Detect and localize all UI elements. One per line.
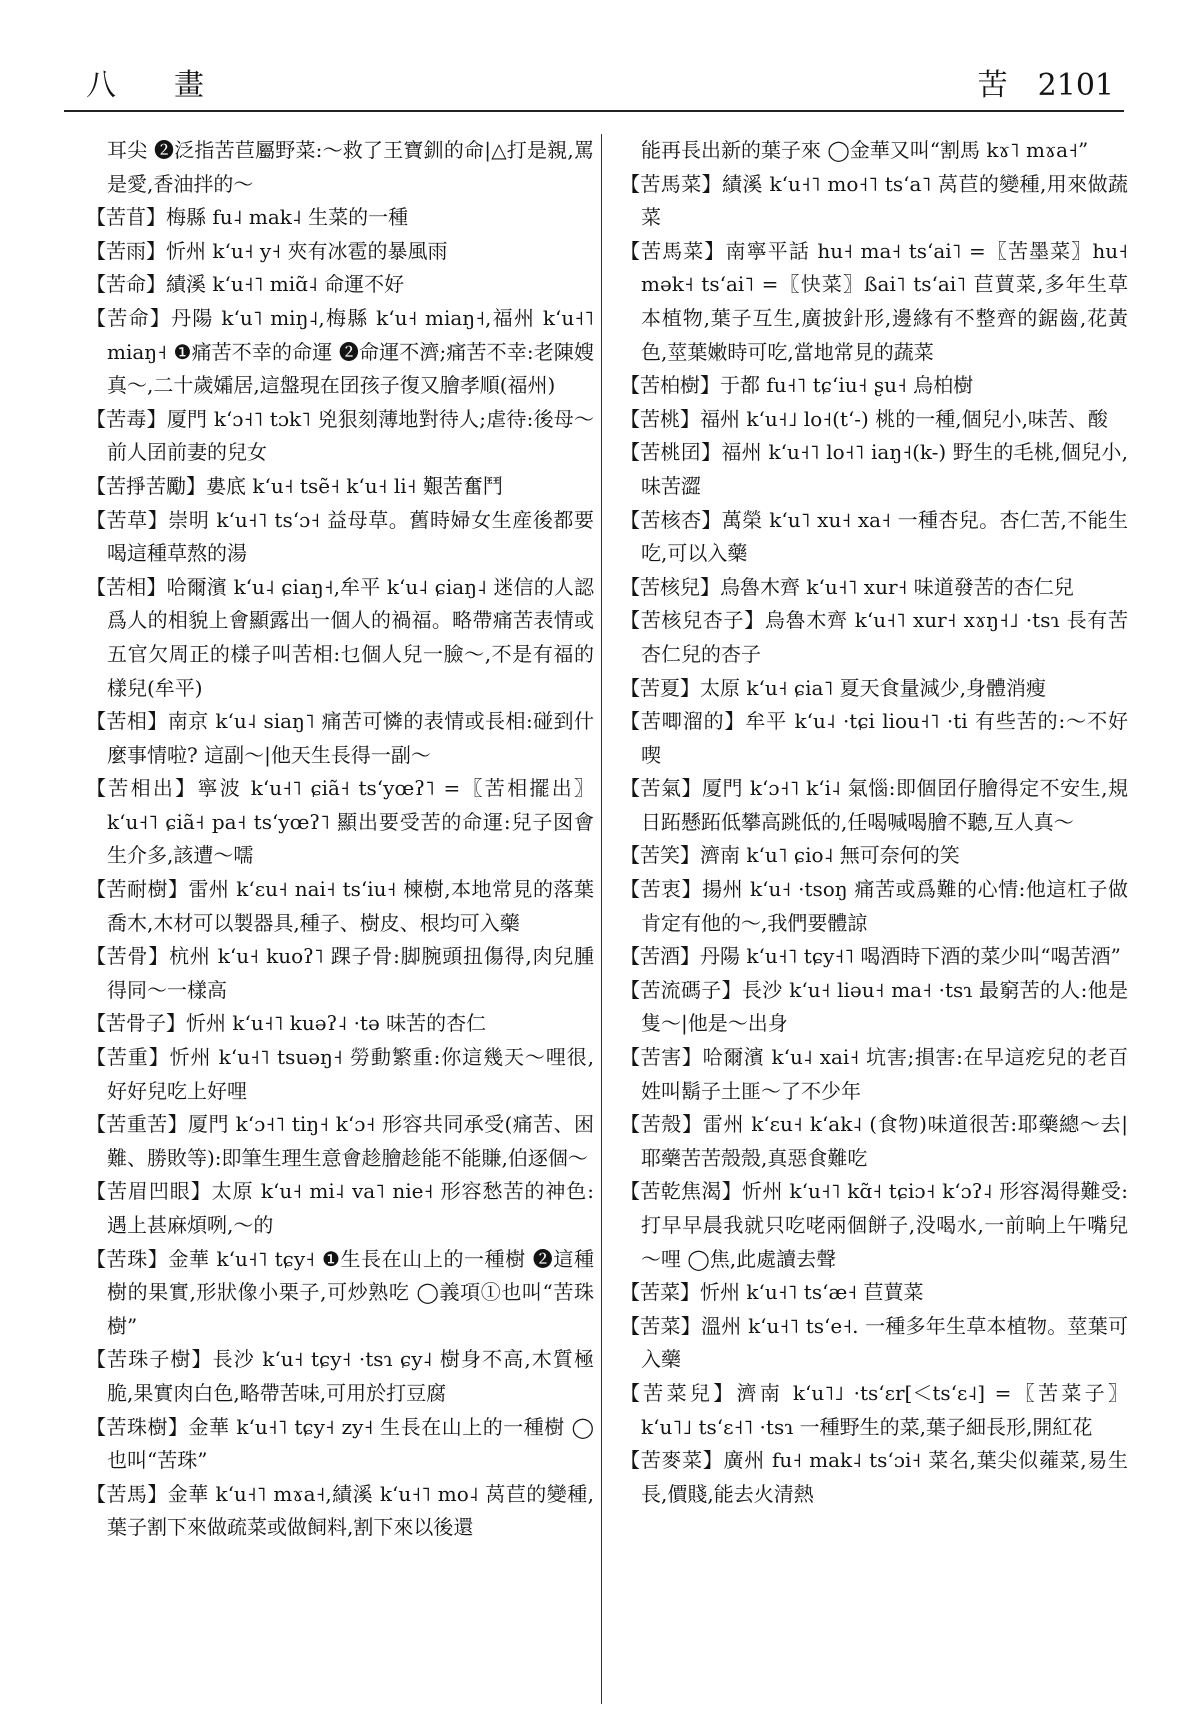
- dictionary-entry: 【苦相】哈爾濱 kʻu˨ ɕiaŋ˧,牟平 kʻu˨ ɕiaŋ˨ 迷信的人認爲人的相貌上會顯露出一個人的禍福。略帶痛苦表情或五官欠周正的樣子叫苦相:乜個人兒一臉～,不是有福的樣兒(牟平): [86, 574, 594, 700]
- dictionary-entry: 【苦相】南京 kʻu˨ siaŋ˥ 痛苦可憐的表情或長相:碰到什麼事情啦? 這副～|他天生長得一副～: [86, 709, 594, 767]
- dictionary-entry: 【苦菜】忻州 kʻu˧˥ tsʻæ˧ 苣蕒菜: [620, 1280, 924, 1305]
- running-head-section: 八 畫: [86, 68, 218, 103]
- dictionary-entry: 【苦草】崇明 kʻu˧˥ tsʻɔ˧ 益母草。舊時婦女生産後都要喝這種草熬的湯: [86, 507, 594, 566]
- dictionary-entry: 【苦耐樹】雷州 kʻɛu˧ nai˧ tsʻiu˧ 楝樹,本地常見的落葉喬木,木材可以製器具,種子、樹皮、根均可入藥: [86, 877, 594, 935]
- dictionary-entry: 【苦重苦】厦門 kʻɔ˧˥ tiŋ˧ kʻɔ˧ 形容共同承受(痛苦、困難、勝敗等):即筆生理生意會趁膾趁能不能賺,伯逐個～: [86, 1112, 594, 1170]
- dictionary-entry: 【苦核兒杏子】烏魯木齊 kʻu˧˥ xur˧ xɤŋ˧˩ ·tsɿ 長有苦杏仁兒的杏子: [620, 608, 1128, 666]
- dictionary-entry: 【苦重】忻州 kʻu˧˥ tsuəŋ˧ 勞動繁重:你這幾天～哩很,好好兒吃上好哩: [86, 1045, 594, 1103]
- dictionary-entry: 【苦殼】雷州 kʻɛu˧ kʻak˨ (食物)味道很苦:耶藥總～去|耶藥苦苦殼殼,真惡食難吃: [620, 1112, 1128, 1170]
- dictionary-entry: 【苦柏樹】于都 fu˧˥ tɕʻiu˧ ʂu˧ 烏柏樹: [620, 373, 974, 398]
- header-rule: [64, 110, 1124, 112]
- dictionary-entry: 【苦命】績溪 kʻu˧˥ miɑ̃˨ 命運不好: [86, 272, 405, 297]
- dictionary-entry: 【苦乾焦渴】忻州 kʻu˧˥ kɑ̃˧ tɕiɔ˧ kʻɔʔ˨ 形容渴得難受:打早早晨我就只吃咾兩個餅子,没喝水,一前晌上午嘴兒～哩 ◯焦,此處讀去聲: [620, 1179, 1128, 1271]
- dictionary-entry: 【苦桃囝】福州 kʻu˧˥ lo˧˥ iaŋ˧(k-) 野生的毛桃,個兒小,味苦澀: [620, 440, 1128, 498]
- dictionary-entry: 【苦眉凹眼】太原 kʻu˧ mi˨ va˥ nie˧ 形容愁苦的神色:遇上甚麻煩咧,～的: [86, 1179, 594, 1237]
- right-column: [620, 134, 1128, 1511]
- headword: 苦: [977, 68, 1008, 103]
- dictionary-entry: 【苦菜】溫州 kʻu˧˥ tsʻe˧. 一種多年生草本植物。莖葉可入藥: [620, 1313, 1128, 1372]
- dictionary-entry: 【苦夏】太原 kʻu˧ ɕia˥ 夏天食量減少,身體消瘦: [620, 675, 1047, 700]
- dictionary-entry: 【苦流碼子】長沙 kʻu˧ liəu˧ ma˧ ·tsɿ 最窮苦的人:他是隻～|他是～出身: [620, 977, 1128, 1036]
- dictionary-entry: 【苦核杏】萬榮 kʻu˥ xu˧ xa˧ 一種杏兒。杏仁苦,不能生吃,可以入藥: [620, 507, 1128, 566]
- dictionary-entry: 【苦苜】梅縣 fu˨ mak˨ 生菜的一種: [86, 205, 409, 230]
- dictionary-entry: 【苦珠】金華 kʻu˧˥ tɕy˧ ❶生長在山上的一種樹 ❷這種樹的果實,形狀像小栗子,可炒熟吃 ◯義項①也叫“苦珠樹”: [86, 1246, 594, 1338]
- dictionary-entry: 【苦笑】濟南 kʻu˥ ɕio˨ 無可奈何的笑: [620, 843, 960, 868]
- dictionary-entry: 能再長出新的葉子來 ◯金華又叫“割馬 kɤ˥ mɤa˧”: [641, 138, 1089, 162]
- dictionary-entry: 【苦菜兒】濟南 kʻu˥˩ ·tsʻɛr[＜tsʻɛ˨] =〖苦菜子〗kʻu˥˩ tsʻɛ˧˥ ·tsɿ 一種野生的菜,葉子細長形,開紅花: [620, 1380, 1128, 1439]
- dictionary-entry: 【苦唧溜的】牟平 kʻu˨ ·tɕi liou˧˥ ·ti 有些苦的:～不好喫: [620, 709, 1128, 767]
- dictionary-entry: 【苦命】丹陽 kʻu˥ miŋ˨,梅縣 kʻu˧ miaŋ˧,福州 kʻu˧˥ miaŋ˧ ❶痛苦不幸的命運 ❷命運不濟;痛苦不幸:老陳嫂真～,二十歲孀居,這盤現在囝孩子復又膾孝順(福州): [86, 305, 594, 398]
- left-column: [86, 134, 594, 1545]
- dictionary-entry: 【苦害】哈爾濱 kʻu˨ xai˧ 坑害;損害:在早這疙兒的老百姓叫鬍子土匪～了不少年: [620, 1045, 1128, 1103]
- dictionary-entry: 【苦毒】厦門 kʻɔ˧˥ tɔk˥ 兇狠刻薄地對待人;虐待:後母～前人囝前妻的兒女: [86, 406, 594, 465]
- dictionary-entry: 【苦雨】忻州 kʻu˧ y˧ 夾有冰雹的暴風雨: [86, 238, 448, 263]
- running-head-headword-page: [978, 66, 1114, 106]
- dictionary-entry: 【苦馬菜】南寧平話 hu˧ ma˧ tsʻai˥ =〖苦墨菜〗hu˧ mək˧ tsʻai˥ =〖快菜〗ßai˥ tsʻai˥ 苣蕒菜,多年生草本植物,葉子互生,廣披針形,邊緣有不整齊的鋸齒,花黃色,莖葉嫩時可吃,當地常見的蔬菜: [620, 238, 1128, 364]
- dictionary-entry: 【苦掙苦勵】婁底 kʻu˧ tsẽ˧ kʻu˧ li˧ 艱苦奮鬥: [86, 473, 503, 498]
- dictionary-entry: 【苦核兒】烏魯木齊 kʻu˧˥ xur˧ 味道發苦的杏仁兒: [620, 574, 1074, 599]
- dictionary-entry: 【苦衷】揚州 kʻu˧ ·tsoŋ 痛苦或爲難的心情:他這杠子做肯定有他的～,我們要體諒: [620, 877, 1128, 935]
- dictionary-entry: 【苦珠樹】金華 kʻu˧˥ tɕy˧ zy˧ 生長在山上的一種樹 ◯也叫“苦珠”: [86, 1414, 594, 1473]
- dictionary-entry: 【苦骨】杭州 kʻu˧ kuoʔ˥ 踝子骨:脚腕頭扭傷得,肉兒腫得同～一樣高: [86, 944, 594, 1002]
- dictionary-entry: 【苦珠子樹】長沙 kʻu˧ tɕy˧ ·tsɿ ɕy˨ 樹身不高,木質極脆,果實肉白色,略帶苦味,可用於打豆腐: [86, 1347, 594, 1405]
- dictionary-entry: 【苦酒】丹陽 kʻu˧˥ tɕy˧˥ 喝酒時下酒的菜少叫“喝苦酒”: [620, 944, 1121, 969]
- dictionary-entry: 【苦馬】金華 kʻu˧˥ mɤa˧,績溪 kʻu˧˥ mo˨ 莴苣的變種,葉子割下來做疏菜或做飼料,割下來以後還: [86, 1481, 594, 1540]
- dictionary-entry: 【苦氣】厦門 kʻɔ˧˥ kʻi˨ 氣惱:即個囝仔膾得定不安生,規日跖懸跖低攀高跳低的,任喝喊喝膾不聽,互人真～: [620, 776, 1128, 834]
- dictionary-entry: 【苦相出】寧波 kʻu˧˥ ɕiã˧ tsʻyœʔ˥ =〖苦相擺出〗kʻu˧˥ ɕiã˧ pa˧ tsʻyœʔ˥ 顯出要受苦的命運:兒子囡會生介多,該遭～嚅: [86, 776, 594, 868]
- dictionary-entry: 【苦馬菜】績溪 kʻu˧˥ mo˧˥ tsʻa˥ 莴苣的變種,用來做蔬菜: [620, 171, 1128, 230]
- dictionary-entry: 【苦骨子】忻州 kʻu˧˥ kuəʔ˨ ·tə 味苦的杏仁: [86, 1011, 487, 1036]
- dictionary-entry: 耳尖 ❷泛指苦苣屬野菜:～救了王寶釧的命|△打是親,罵是愛,香油拌的～: [107, 138, 594, 196]
- column-divider: [601, 134, 602, 1704]
- dictionary-entry: 【苦桃】福州 kʻu˧˩ lo˧(tʻ-) 桃的一種,個兒小,味苦、酸: [620, 406, 1108, 431]
- page-number: 2101: [1037, 68, 1114, 103]
- dictionary-entry: 【苦麥菜】廣州 fu˧ mak˨ tsʻɔi˧ 菜名,葉尖似蕹菜,易生長,價賤,能去火清熱: [620, 1448, 1128, 1506]
